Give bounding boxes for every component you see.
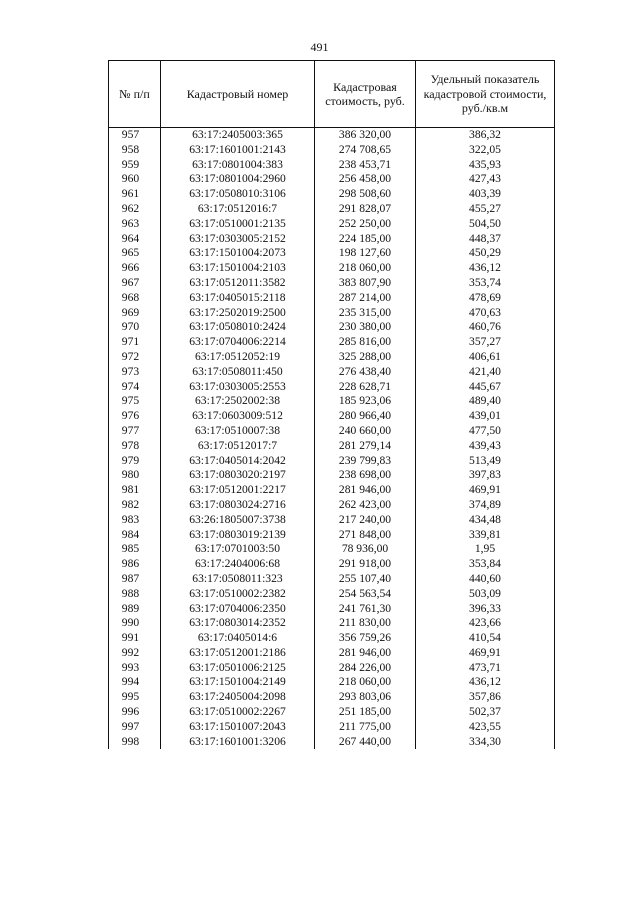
table-row [109,246,555,261]
specific-indicator-cell: 406,61 [416,350,555,365]
cadastral-number-cell: 63:17:0801004:383 [161,158,315,173]
table-row [109,498,555,513]
cadastral-table-container [108,60,554,749]
specific-indicator-cell: 397,83 [416,468,555,483]
table-row [109,587,555,602]
row-number: 974 [109,380,161,395]
cadastral-number-cell: 63:17:1601001:2143 [161,143,315,158]
cadastral-number-cell: 63:17:1501004:2103 [161,261,315,276]
table-row [109,380,555,395]
table-row [109,705,555,720]
specific-indicator-cell: 339,81 [416,528,555,543]
table-row [109,158,555,173]
row-number: 979 [109,454,161,469]
table-row [109,631,555,646]
cadastral-value-cell: 284 226,00 [315,661,416,676]
cadastral-value-cell: 218 060,00 [315,675,416,690]
cadastral-value-cell: 228 628,71 [315,380,416,395]
cadastral-number-cell: 63:17:0603009:512 [161,409,315,424]
table-row [109,365,555,380]
row-number: 989 [109,602,161,617]
specific-indicator-cell: 357,27 [416,335,555,350]
specific-indicator-cell: 353,74 [416,276,555,291]
row-number: 991 [109,631,161,646]
table-row [109,483,555,498]
table-row [109,542,555,557]
row-number: 958 [109,143,161,158]
cadastral-value-cell: 271 848,00 [315,528,416,543]
cadastral-number-cell: 63:17:0510002:2382 [161,587,315,602]
table-row [109,335,555,350]
cadastral-number-cell: 63:17:0803014:2352 [161,616,315,631]
table-row [109,616,555,631]
table-row [109,468,555,483]
row-number: 961 [109,187,161,202]
specific-indicator-cell: 334,30 [416,735,555,750]
cadastral-value-cell: 262 423,00 [315,498,416,513]
table-row [109,306,555,321]
specific-indicator-cell: 434,48 [416,513,555,528]
table-row [109,143,555,158]
cadastral-value-cell: 267 440,00 [315,735,416,750]
row-number: 968 [109,291,161,306]
specific-indicator-cell: 427,43 [416,172,555,187]
cadastral-value-cell: 287 214,00 [315,291,416,306]
cadastral-value-cell: 386 320,00 [315,128,416,143]
specific-indicator-cell: 322,05 [416,143,555,158]
row-number: 988 [109,587,161,602]
specific-indicator-cell: 436,12 [416,261,555,276]
row-number: 978 [109,439,161,454]
row-number: 975 [109,394,161,409]
row-number: 983 [109,513,161,528]
table-row [109,172,555,187]
row-number: 973 [109,365,161,380]
cadastral-value-cell: 255 107,40 [315,572,416,587]
row-number: 981 [109,483,161,498]
specific-indicator-cell: 477,50 [416,424,555,439]
cadastral-value-cell: 238 698,00 [315,468,416,483]
row-number: 990 [109,616,161,631]
specific-indicator-cell: 423,55 [416,720,555,735]
specific-indicator-cell: 439,01 [416,409,555,424]
cadastral-number-cell: 63:17:1501004:2073 [161,246,315,261]
cadastral-number-cell: 63:17:0704006:2214 [161,335,315,350]
cadastral-number-cell: 63:17:1501007:2043 [161,720,315,735]
header-row [109,61,555,128]
specific-indicator-cell: 386,32 [416,128,555,143]
specific-indicator-cell: 423,66 [416,616,555,631]
cadastral-number-cell: 63:17:1501004:2149 [161,675,315,690]
cadastral-value-cell: 274 708,65 [315,143,416,158]
cadastral-table [108,60,555,749]
cadastral-value-cell: 281 279,14 [315,439,416,454]
cadastral-value-cell: 224 185,00 [315,232,416,247]
cadastral-number-cell: 63:26:1805007:3738 [161,513,315,528]
row-number: 985 [109,542,161,557]
cadastral-number-cell: 63:17:2405004:2098 [161,690,315,705]
table-row [109,394,555,409]
header-specific-indicator: Удельный показатель кадастровой стоимости, руб./кв.м [416,61,555,128]
table-row [109,350,555,365]
table-row [109,232,555,247]
cadastral-value-cell: 280 966,40 [315,409,416,424]
cadastral-number-cell: 63:17:0512011:3582 [161,276,315,291]
table-row [109,735,555,750]
row-number: 964 [109,232,161,247]
row-number: 986 [109,557,161,572]
row-number: 972 [109,350,161,365]
specific-indicator-cell: 473,71 [416,661,555,676]
header-cadastral-value: Кадастровая стоимость, руб. [315,61,416,128]
row-number: 962 [109,202,161,217]
table-header [109,61,555,128]
table-row [109,439,555,454]
row-number: 971 [109,335,161,350]
row-number: 993 [109,661,161,676]
row-number: 967 [109,276,161,291]
cadastral-value-cell: 211 830,00 [315,616,416,631]
row-number: 995 [109,690,161,705]
table-row [109,128,555,143]
table-row [109,320,555,335]
table-row [109,454,555,469]
table-row [109,202,555,217]
table-row [109,528,555,543]
row-number: 984 [109,528,161,543]
cadastral-value-cell: 217 240,00 [315,513,416,528]
cadastral-value-cell: 281 946,00 [315,646,416,661]
specific-indicator-cell: 439,43 [416,439,555,454]
header-number: № п/п [109,61,161,128]
page-number: 491 [310,40,329,54]
cadastral-number-cell: 63:17:0510002:2267 [161,705,315,720]
cadastral-number-cell: 63:17:1601001:3206 [161,735,315,750]
cadastral-value-cell: 383 807,90 [315,276,416,291]
cadastral-number-cell: 63:17:0512001:2217 [161,483,315,498]
table-row [109,690,555,705]
row-number: 969 [109,306,161,321]
table-row [109,291,555,306]
cadastral-number-cell: 63:17:0303005:2553 [161,380,315,395]
cadastral-number-cell: 63:17:0508010:3106 [161,187,315,202]
specific-indicator-cell: 478,69 [416,291,555,306]
row-number: 966 [109,261,161,276]
cadastral-number-cell: 63:17:0701003:50 [161,542,315,557]
table-row [109,675,555,690]
cadastral-value-cell: 251 185,00 [315,705,416,720]
table-row [109,409,555,424]
specific-indicator-cell: 445,67 [416,380,555,395]
cadastral-value-cell: 293 803,06 [315,690,416,705]
cadastral-value-cell: 211 775,00 [315,720,416,735]
table-row [109,661,555,676]
specific-indicator-cell: 357,86 [416,690,555,705]
cadastral-value-cell: 78 936,00 [315,542,416,557]
cadastral-number-cell: 63:17:0803020:2197 [161,468,315,483]
specific-indicator-cell: 504,50 [416,217,555,232]
cadastral-number-cell: 63:17:2502002:38 [161,394,315,409]
specific-indicator-cell: 410,54 [416,631,555,646]
specific-indicator-cell: 455,27 [416,202,555,217]
row-number: 998 [109,735,161,750]
row-number: 957 [109,128,161,143]
table-row [109,557,555,572]
specific-indicator-cell: 513,49 [416,454,555,469]
cadastral-number-cell: 63:17:2502019:2500 [161,306,315,321]
specific-indicator-cell: 440,60 [416,572,555,587]
row-number: 982 [109,498,161,513]
cadastral-number-cell: 63:17:2404006:68 [161,557,315,572]
cadastral-value-cell: 281 946,00 [315,483,416,498]
table-row [109,646,555,661]
row-number: 994 [109,675,161,690]
row-number: 997 [109,720,161,735]
table-row [109,424,555,439]
specific-indicator-cell: 469,91 [416,483,555,498]
row-number: 970 [109,320,161,335]
cadastral-value-cell: 235 315,00 [315,306,416,321]
cadastral-value-cell: 239 799,83 [315,454,416,469]
cadastral-value-cell: 256 458,00 [315,172,416,187]
cadastral-value-cell: 230 380,00 [315,320,416,335]
table-row [109,261,555,276]
table-row [109,720,555,735]
cadastral-number-cell: 63:17:0512017:7 [161,439,315,454]
row-number: 959 [109,158,161,173]
cadastral-value-cell: 241 761,30 [315,602,416,617]
cadastral-number-cell: 63:17:0512001:2186 [161,646,315,661]
specific-indicator-cell: 403,39 [416,187,555,202]
cadastral-value-cell: 298 508,60 [315,187,416,202]
cadastral-number-cell: 63:17:0405014:2042 [161,454,315,469]
row-number: 976 [109,409,161,424]
row-number: 965 [109,246,161,261]
table-body [109,128,555,750]
cadastral-value-cell: 238 453,71 [315,158,416,173]
cadastral-number-cell: 63:17:0510001:2135 [161,217,315,232]
header-cadastral-number: Кадастровый номер [161,61,315,128]
table-row [109,572,555,587]
specific-indicator-cell: 436,12 [416,675,555,690]
cadastral-number-cell: 63:17:0508010:2424 [161,320,315,335]
cadastral-value-cell: 291 918,00 [315,557,416,572]
table-row [109,217,555,232]
row-number: 996 [109,705,161,720]
cadastral-value-cell: 325 288,00 [315,350,416,365]
specific-indicator-cell: 450,29 [416,246,555,261]
table-row [109,187,555,202]
specific-indicator-cell: 1,95 [416,542,555,557]
cadastral-value-cell: 291 828,07 [315,202,416,217]
cadastral-value-cell: 252 250,00 [315,217,416,232]
table-row [109,276,555,291]
row-number: 987 [109,572,161,587]
cadastral-number-cell: 63:17:0510007:38 [161,424,315,439]
cadastral-number-cell: 63:17:0512052:19 [161,350,315,365]
specific-indicator-cell: 469,91 [416,646,555,661]
specific-indicator-cell: 460,76 [416,320,555,335]
specific-indicator-cell: 448,37 [416,232,555,247]
cadastral-number-cell: 63:17:0803019:2139 [161,528,315,543]
cadastral-number-cell: 63:17:0801004:2960 [161,172,315,187]
cadastral-number-cell: 63:17:0803024:2716 [161,498,315,513]
cadastral-number-cell: 63:17:0501006:2125 [161,661,315,676]
table-row [109,602,555,617]
specific-indicator-cell: 353,84 [416,557,555,572]
table-row [109,513,555,528]
row-number: 963 [109,217,161,232]
cadastral-value-cell: 356 759,26 [315,631,416,646]
specific-indicator-cell: 396,33 [416,602,555,617]
cadastral-value-cell: 218 060,00 [315,261,416,276]
cadastral-number-cell: 63:17:0508011:323 [161,572,315,587]
cadastral-value-cell: 254 563,54 [315,587,416,602]
specific-indicator-cell: 374,89 [416,498,555,513]
specific-indicator-cell: 503,09 [416,587,555,602]
specific-indicator-cell: 435,93 [416,158,555,173]
cadastral-number-cell: 63:17:0303005:2152 [161,232,315,247]
cadastral-number-cell: 63:17:0405015:2118 [161,291,315,306]
cadastral-value-cell: 276 438,40 [315,365,416,380]
row-number: 992 [109,646,161,661]
specific-indicator-cell: 502,37 [416,705,555,720]
row-number: 960 [109,172,161,187]
cadastral-number-cell: 63:17:0508011:450 [161,365,315,380]
cadastral-number-cell: 63:17:0512016:7 [161,202,315,217]
cadastral-value-cell: 198 127,60 [315,246,416,261]
row-number: 980 [109,468,161,483]
cadastral-value-cell: 185 923,06 [315,394,416,409]
specific-indicator-cell: 489,40 [416,394,555,409]
row-number: 977 [109,424,161,439]
cadastral-number-cell: 63:17:0405014:6 [161,631,315,646]
cadastral-value-cell: 285 816,00 [315,335,416,350]
cadastral-number-cell: 63:17:2405003:365 [161,128,315,143]
cadastral-number-cell: 63:17:0704006:2350 [161,602,315,617]
specific-indicator-cell: 421,40 [416,365,555,380]
cadastral-value-cell: 240 660,00 [315,424,416,439]
specific-indicator-cell: 470,63 [416,306,555,321]
